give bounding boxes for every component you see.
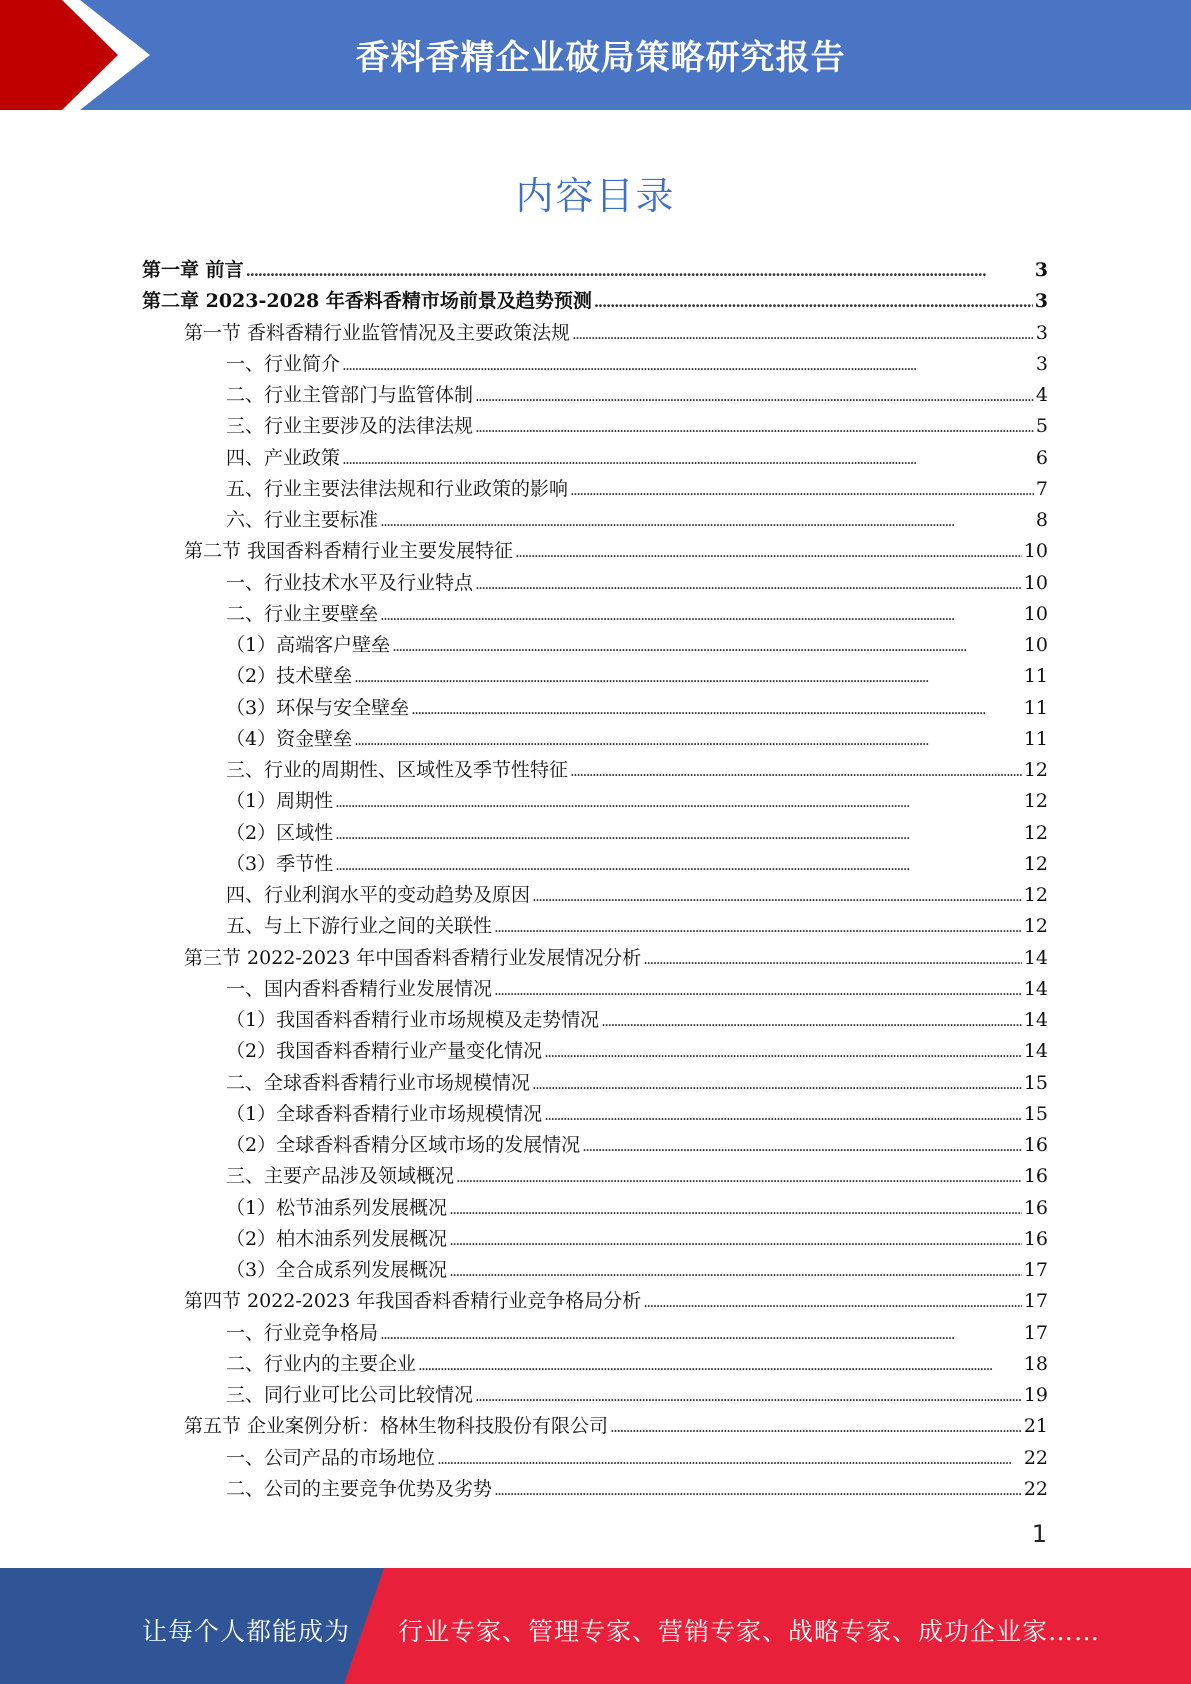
toc-leader-dots (475, 387, 1034, 405)
toc-entry-label: 第三节 2022-2023 年中国香料香精行业发展情况分析 (184, 946, 642, 969)
toc-leader-dots (475, 575, 1022, 593)
toc-leader-dots (354, 668, 1022, 686)
toc-entry[interactable] (142, 1411, 1048, 1442)
toc-entry[interactable] (142, 1130, 1048, 1161)
toc-entry-page: 11 (1023, 665, 1048, 688)
footer-slogan-right: 行业专家、管理专家、营销专家、战略专家、成功企业家…… (398, 1617, 1101, 1646)
toc-entry[interactable] (142, 755, 1048, 786)
toc-leader-dots (494, 918, 1022, 936)
toc-entry-label: 二、行业内的主要企业 (226, 1352, 417, 1375)
toc-entry-label: （1）松节油系列发展概况 (226, 1196, 448, 1219)
toc-leader-dots (449, 1200, 1022, 1218)
toc-entry[interactable] (142, 1193, 1048, 1224)
toc-entry-label: （1）我国香料香精行业市场规模及走势情况 (226, 1009, 600, 1031)
toc-leader-dots (643, 1293, 1022, 1311)
toc-entry-page: 16 (1023, 1196, 1048, 1219)
toc-entry-label: 三、同行业可比公司比较情况 (226, 1384, 474, 1406)
toc-entry[interactable] (142, 1380, 1048, 1411)
toc-entry-label: （3）环保与安全壁垒 (226, 696, 410, 719)
footer-banner (0, 1568, 1191, 1684)
toc-entry[interactable] (142, 1005, 1048, 1036)
toc-entry-page: 16 (1023, 1227, 1048, 1250)
toc-leader-dots (594, 293, 1033, 311)
toc-entry[interactable] (142, 536, 1048, 567)
toc-entry-label: 一、国内香料香精行业发展情况 (226, 977, 493, 1000)
toc-entry-label: 一、公司产品的市场地位 (226, 1446, 436, 1469)
toc-entry-page: 11 (1023, 727, 1048, 750)
toc-entry[interactable] (142, 724, 1048, 755)
toc-leader-dots (449, 1262, 1022, 1280)
toc-entry[interactable] (142, 474, 1048, 505)
toc-entry-label: 五、与上下游行业之间的关联性 (226, 915, 493, 938)
toc-entry-page: 10 (1023, 634, 1048, 656)
toc-entry-label: 五、行业主要法律法规和行业政策的影响 (226, 477, 569, 500)
toc-entry-label: 第五节 企业案例分析：格林生物科技股份有限公司 (184, 1415, 609, 1438)
toc-leader-dots (380, 512, 1034, 530)
toc-entry-page: 15 (1023, 1071, 1048, 1094)
header-banner (0, 0, 1191, 110)
toc-entry-label: 二、公司的主要竞争优势及劣势 (226, 1477, 493, 1500)
toc-entry-page: 7 (1035, 477, 1048, 500)
toc-entry[interactable] (142, 1068, 1048, 1099)
toc-entry-page: 3 (1034, 290, 1048, 313)
toc-entry-label: 六、行业主要标准 (226, 509, 379, 531)
toc-leader-dots (392, 637, 1022, 655)
toc-entry-label: 三、行业的周期性、区域性及季节性特征 (226, 759, 569, 781)
toc-entry[interactable] (142, 693, 1048, 724)
toc-entry-label: （2）技术壁垒 (226, 665, 353, 688)
toc-entry-page: 12 (1023, 821, 1048, 844)
toc-entry-label: （4）资金壁垒 (226, 727, 353, 750)
toc-entry-label: 二、行业主管部门与监管体制 (226, 384, 474, 406)
toc-leader-dots (354, 731, 1022, 749)
toc-entry[interactable] (142, 974, 1048, 1005)
toc-entry[interactable] (142, 630, 1048, 661)
toc-leader-dots (449, 1231, 1022, 1249)
toc-entry-label: （1）全球香料香精行业市场规模情况 (226, 1102, 543, 1125)
toc-entry-label: 二、全球香料香精行业市场规模情况 (226, 1071, 531, 1094)
toc-entry-page: 3 (1034, 259, 1048, 281)
toc-entry-label: 三、主要产品涉及领域概况 (226, 1165, 455, 1188)
toc-entry-page: 16 (1023, 1134, 1048, 1156)
toc-entry[interactable] (142, 411, 1048, 442)
toc-entry-page: 12 (1023, 852, 1048, 875)
toc-entry-page: 18 (1023, 1352, 1048, 1375)
toc-entry-page: 17 (1023, 1321, 1048, 1344)
toc-leader-dots (544, 1043, 1022, 1061)
toc-entry-page: 10 (1023, 540, 1048, 563)
toc-leader-dots (601, 1012, 1022, 1030)
toc-entry[interactable] (142, 318, 1048, 349)
toc-entry-label: 第二节 我国香料香精行业主要发展特征 (184, 540, 514, 563)
toc-entry-page: 14 (1023, 1040, 1048, 1063)
toc-entry-page: 14 (1023, 977, 1048, 1000)
toc-entry-page: 17 (1023, 1259, 1048, 1281)
toc-entry[interactable] (142, 911, 1048, 942)
toc-entry[interactable] (142, 380, 1048, 411)
toc-leader-dots (418, 1356, 1022, 1374)
toc-entry-page: 16 (1023, 1165, 1048, 1188)
toc-entry[interactable] (142, 943, 1048, 974)
toc-leader-dots (411, 700, 1022, 718)
toc-entry-page: 22 (1023, 1477, 1048, 1500)
toc-leader-dots (643, 950, 1022, 968)
toc-entry-page: 22 (1023, 1446, 1048, 1469)
toc-entry[interactable] (142, 255, 1048, 286)
toc-entry[interactable] (142, 1255, 1048, 1286)
toc-entry-label: 三、行业主要涉及的法律法规 (226, 415, 474, 438)
toc-entry[interactable] (142, 286, 1048, 317)
toc-leader-dots (475, 1387, 1022, 1405)
toc-leader-dots (335, 825, 1022, 843)
toc-leader-dots (335, 856, 1022, 874)
toc-leader-dots (494, 1481, 1022, 1499)
toc-leader-dots (342, 450, 1034, 468)
toc-leader-dots (456, 1168, 1022, 1186)
toc-entry-page: 19 (1023, 1384, 1048, 1406)
toc-entry[interactable] (142, 505, 1048, 536)
toc-leader-dots (246, 262, 1033, 280)
toc-entry-label: 第一节 香料香精行业监管情况及主要政策法规 (184, 321, 571, 344)
table-of-contents (142, 255, 1048, 1505)
toc-entry-page: 8 (1035, 509, 1048, 531)
toc-entry-label: （2）我国香料香精行业产量变化情况 (226, 1040, 543, 1063)
toc-leader-dots (570, 762, 1022, 780)
toc-entry[interactable] (142, 1443, 1048, 1474)
toc-entry[interactable] (142, 1318, 1048, 1349)
toc-entry-label: （2）柏木油系列发展概况 (226, 1227, 448, 1250)
toc-entry[interactable] (142, 1349, 1048, 1380)
toc-entry[interactable] (142, 1474, 1048, 1505)
toc-entry[interactable] (142, 1224, 1048, 1255)
toc-entry[interactable] (142, 661, 1048, 692)
toc-entry-page: 4 (1035, 384, 1048, 406)
toc-entry-page: 21 (1023, 1415, 1048, 1438)
toc-entry[interactable] (142, 599, 1048, 630)
toc-entry-label: （1）高端客户壁垒 (226, 634, 391, 656)
toc-entry-label: 一、行业简介 (226, 352, 341, 375)
toc-entry[interactable] (142, 1036, 1048, 1067)
toc-leader-dots (570, 481, 1034, 499)
page-number: 1 (1031, 1520, 1047, 1548)
toc-entry-label: 一、行业技术水平及行业特点 (226, 571, 474, 594)
toc-entry-label: （3）季节性 (226, 852, 334, 875)
toc-leader-dots (582, 1137, 1022, 1155)
toc-entry-page: 3 (1035, 352, 1048, 375)
toc-entry-label: 二、行业主要壁垒 (226, 602, 379, 625)
toc-leader-dots (380, 1325, 1022, 1343)
toc-entry-page: 17 (1023, 1290, 1048, 1313)
toc-entry-page: 10 (1023, 571, 1048, 594)
toc-leader-dots (437, 1450, 1022, 1468)
footer-slogan-left: 让每个人都能成为 (142, 1617, 351, 1646)
toc-entry-page: 12 (1023, 884, 1048, 906)
toc-leader-dots (544, 1106, 1022, 1124)
toc-leader-dots (572, 325, 1034, 343)
toc-entry-label: （2）区域性 (226, 821, 334, 844)
toc-entry-page: 14 (1023, 946, 1048, 969)
toc-entry[interactable] (142, 1286, 1048, 1317)
toc-entry-label: （3）全合成系列发展概况 (226, 1259, 448, 1281)
toc-leader-dots (335, 793, 1022, 811)
toc-entry[interactable] (142, 443, 1048, 474)
toc-entry-page: 12 (1023, 915, 1048, 938)
toc-entry-page: 10 (1023, 602, 1048, 625)
toc-leader-dots (494, 981, 1022, 999)
toc-entry[interactable] (142, 849, 1048, 880)
toc-entry[interactable] (142, 786, 1048, 817)
toc-leader-dots (475, 418, 1034, 436)
toc-leader-dots (532, 1075, 1022, 1093)
toc-entry[interactable] (142, 1099, 1048, 1130)
toc-leader-dots (380, 606, 1022, 624)
toc-entry[interactable] (142, 818, 1048, 849)
toc-entry-label: 第四节 2022-2023 年我国香料香精行业竞争格局分析 (184, 1290, 642, 1313)
toc-entry-page: 12 (1023, 759, 1048, 781)
toc-entry-page: 3 (1035, 321, 1048, 344)
toc-entry[interactable] (142, 568, 1048, 599)
toc-entry-label: （1）周期性 (226, 790, 334, 813)
toc-entry-page: 12 (1023, 790, 1048, 813)
toc-entry[interactable] (142, 1161, 1048, 1192)
toc-entry-label: 四、行业利润水平的变动趋势及原因 (226, 884, 531, 906)
toc-entry-label: 四、产业政策 (226, 446, 341, 469)
toc-entry-page: 15 (1023, 1102, 1048, 1125)
toc-entry-page: 5 (1035, 415, 1048, 438)
toc-entry-page: 14 (1023, 1009, 1048, 1031)
toc-entry-label: （2）全球香料香精分区域市场的发展情况 (226, 1134, 581, 1156)
toc-entry-page: 6 (1035, 446, 1048, 469)
toc-leader-dots (342, 356, 1034, 374)
toc-entry[interactable] (142, 349, 1048, 380)
toc-entry-label: 一、行业竞争格局 (226, 1321, 379, 1344)
toc-entry[interactable] (142, 880, 1048, 911)
toc-leader-dots (515, 543, 1022, 561)
toc-heading: 内容目录 (515, 174, 676, 218)
toc-entry-label: 第一章 前言 (142, 259, 244, 281)
toc-leader-dots (610, 1418, 1022, 1436)
toc-entry-page: 11 (1023, 696, 1048, 719)
report-title: 香料香精企业破局策略研究报告 (355, 38, 846, 78)
toc-entry-label: 第二章 2023-2028 年香料香精市场前景及趋势预测 (142, 290, 592, 313)
toc-leader-dots (532, 887, 1022, 905)
